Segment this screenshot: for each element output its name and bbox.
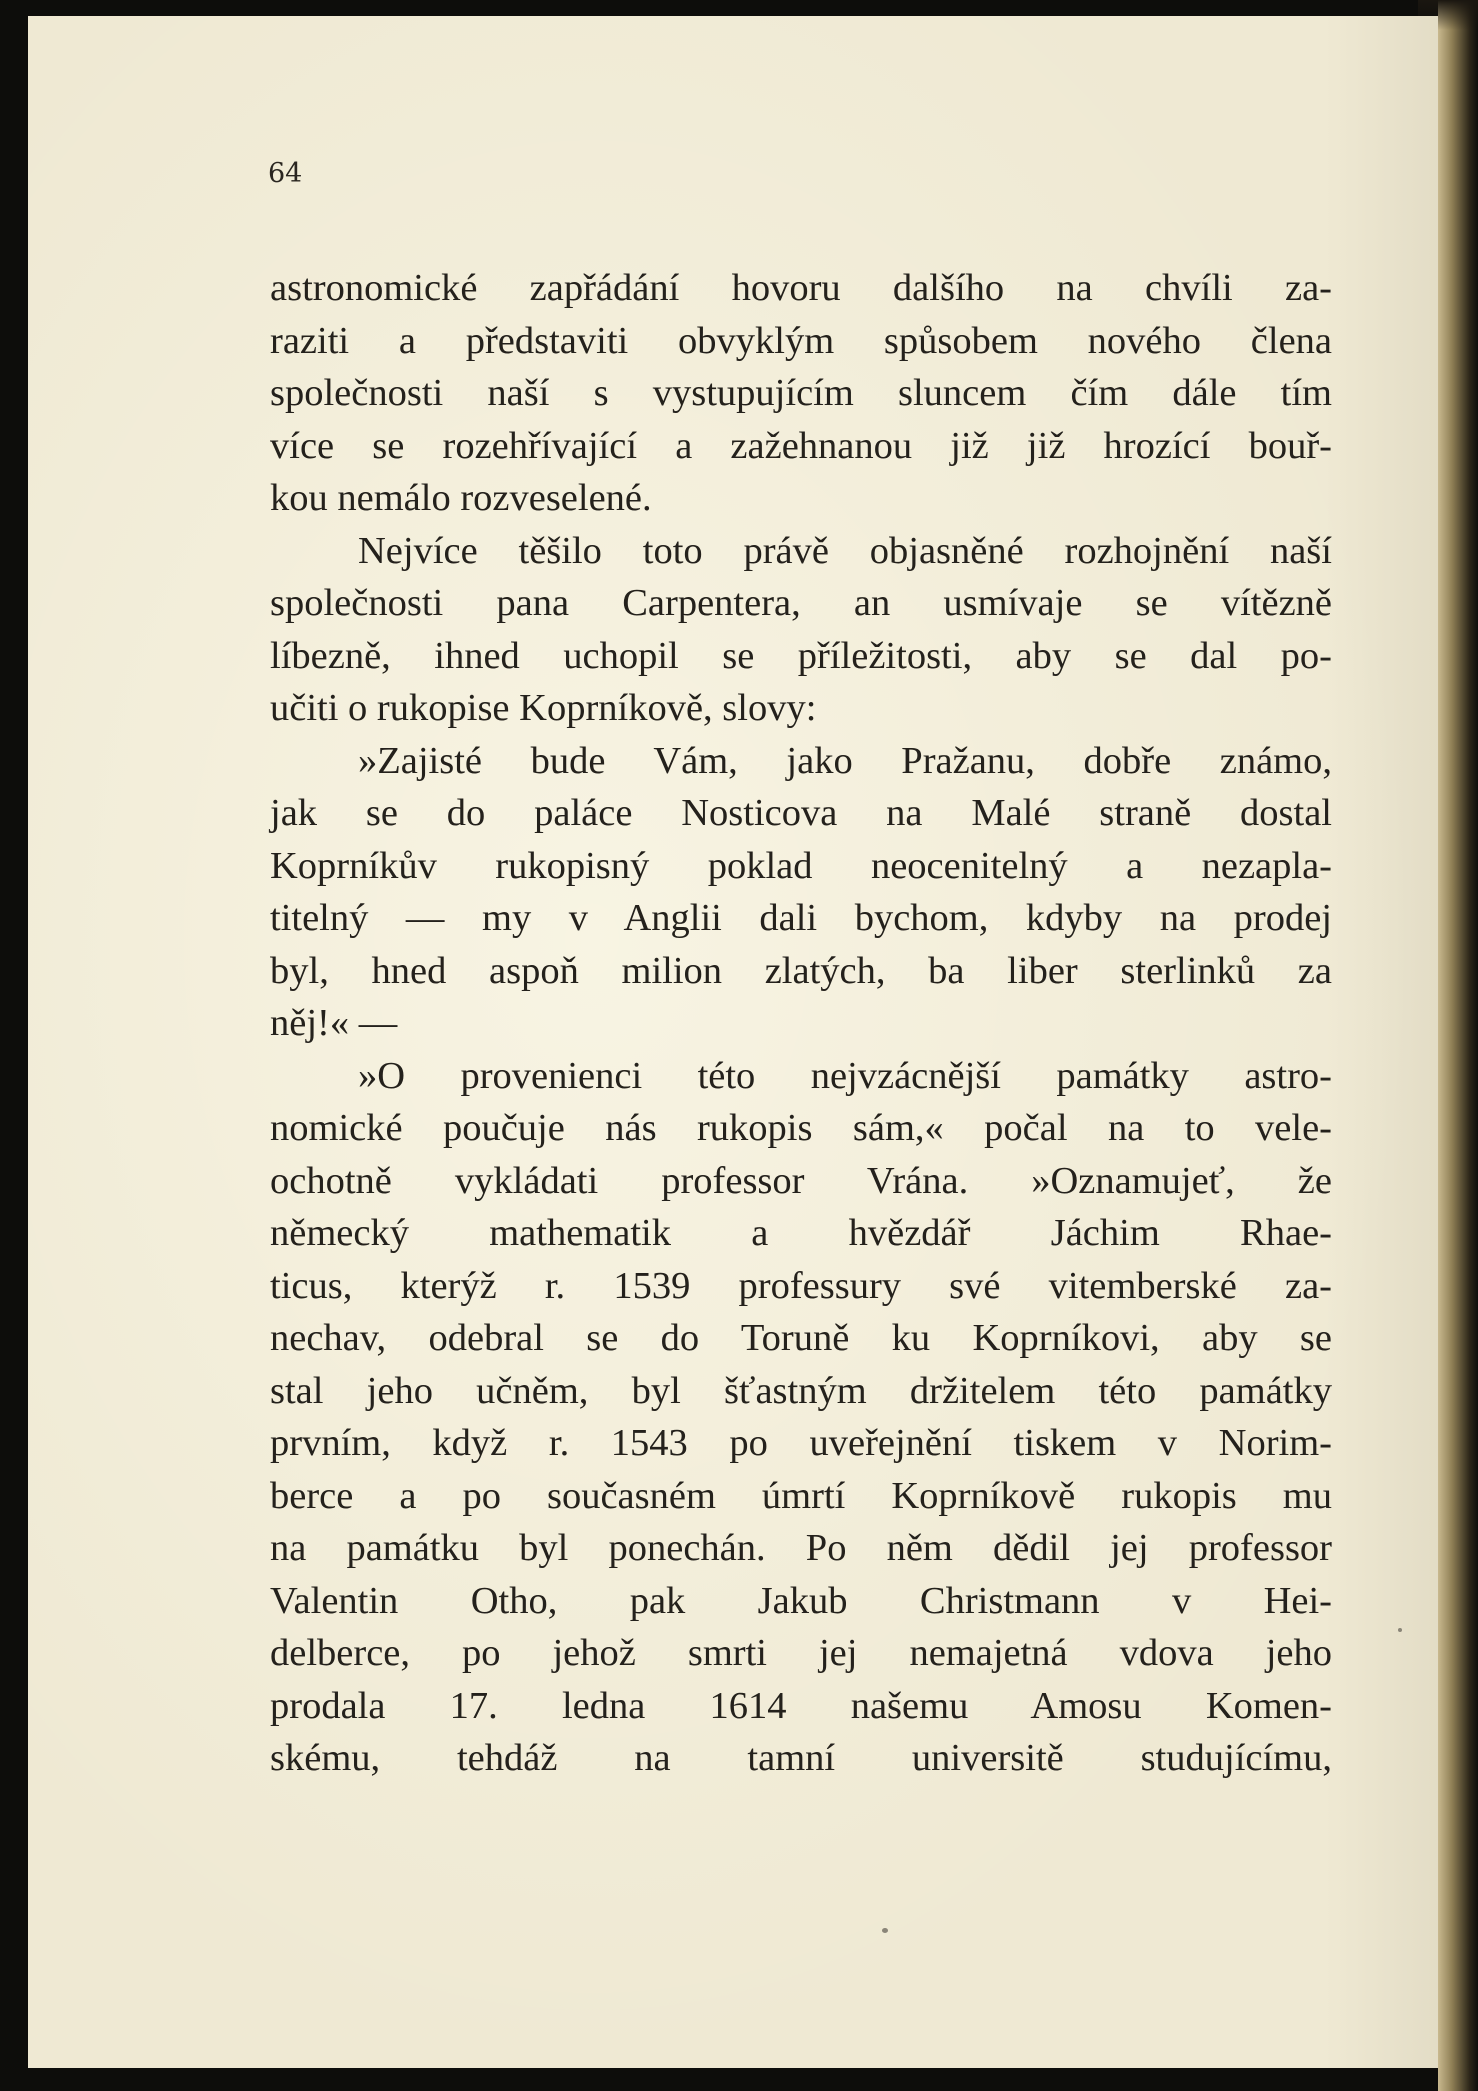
text-line: společnosti pana Carpentera, an usmívaje se vítězně: [270, 582, 1332, 624]
text-line: »Zajisté bude Vám, jako Pražanu, dobře známo,: [358, 739, 1332, 782]
text-line: raziti a představiti obvyklým spůsobem nového člena: [270, 319, 1332, 362]
text-line: prvním, když r. 1543 po uveřejnění tiskem v Norim-: [270, 1422, 1332, 1464]
text-line: delberce, po jehož smrti jej nemajetná vdova jeho: [270, 1632, 1332, 1674]
text-line: »O provenienci této nejvzácnější památky astro-: [358, 1054, 1332, 1097]
text-line: nechav, odebral se do Toruně ku Koprníkovi, aby se: [270, 1317, 1332, 1359]
text-line: kou nemálo rozveselené.: [270, 477, 652, 519]
text-line: něj!« —: [270, 1002, 398, 1044]
text-line: ochotně vykládati professor Vrána. »Oznamujeť, že: [270, 1159, 1332, 1202]
text-line: Koprníkův rukopisný poklad neocenitelný a nezapla-: [270, 844, 1332, 887]
text-line: titelný — my v Anglii dali bychom, kdyby na prodej: [270, 897, 1332, 939]
page-number: 64: [268, 158, 303, 189]
body-text: [270, 262, 1332, 1785]
text-line: berce a po současném úmrtí Koprníkově rukopis mu: [270, 1474, 1332, 1517]
text-line: prodala 17. ledna 1614 našemu Amosu Komen-: [270, 1684, 1332, 1727]
text-line: skému, tehdáž na tamní universitě studujícímu,: [270, 1737, 1332, 1779]
text-line: ticus, kterýž r. 1539 professury své vitemberské za-: [270, 1264, 1332, 1307]
text-line: stal jeho učněm, byl šťastným držitelem této památky: [270, 1369, 1332, 1412]
text-line: Nejvíce těšilo toto právě objasněné rozhojnění naší: [358, 529, 1332, 572]
text-line: líbezně, ihned uchopil se příležitosti, aby se dal po-: [270, 634, 1332, 677]
text-line: nomické poučuje nás rukopis sám,« počal na to vele-: [270, 1107, 1332, 1149]
text-line: učiti o rukopise Koprníkově, slovy:: [270, 687, 817, 729]
text-line: více se rozehřívající a zažehnanou již již hrozící bouř-: [270, 424, 1332, 467]
text-line: německý mathematik a hvězdář Jáchim Rhae-: [270, 1212, 1332, 1254]
book-spine-shadow: [1438, 0, 1478, 2091]
paper-speck: [882, 1928, 888, 1933]
text-line: na památku byl ponechán. Po něm dědil jej professor: [270, 1527, 1332, 1569]
text-line: astronomické zapřádání hovoru dalšího na chvíli za-: [270, 267, 1332, 309]
text-line: společnosti naší s vystupujícím sluncem čím dále tím: [270, 372, 1332, 414]
paper-speck: [1398, 1628, 1402, 1632]
text-line: jak se do paláce Nosticova na Malé straně dostal: [270, 792, 1332, 834]
text-line: byl, hned aspoň milion zlatých, ba liber sterlinků za: [270, 949, 1332, 992]
text-line: Valentin Otho, pak Jakub Christmann v Hei-: [270, 1579, 1332, 1622]
